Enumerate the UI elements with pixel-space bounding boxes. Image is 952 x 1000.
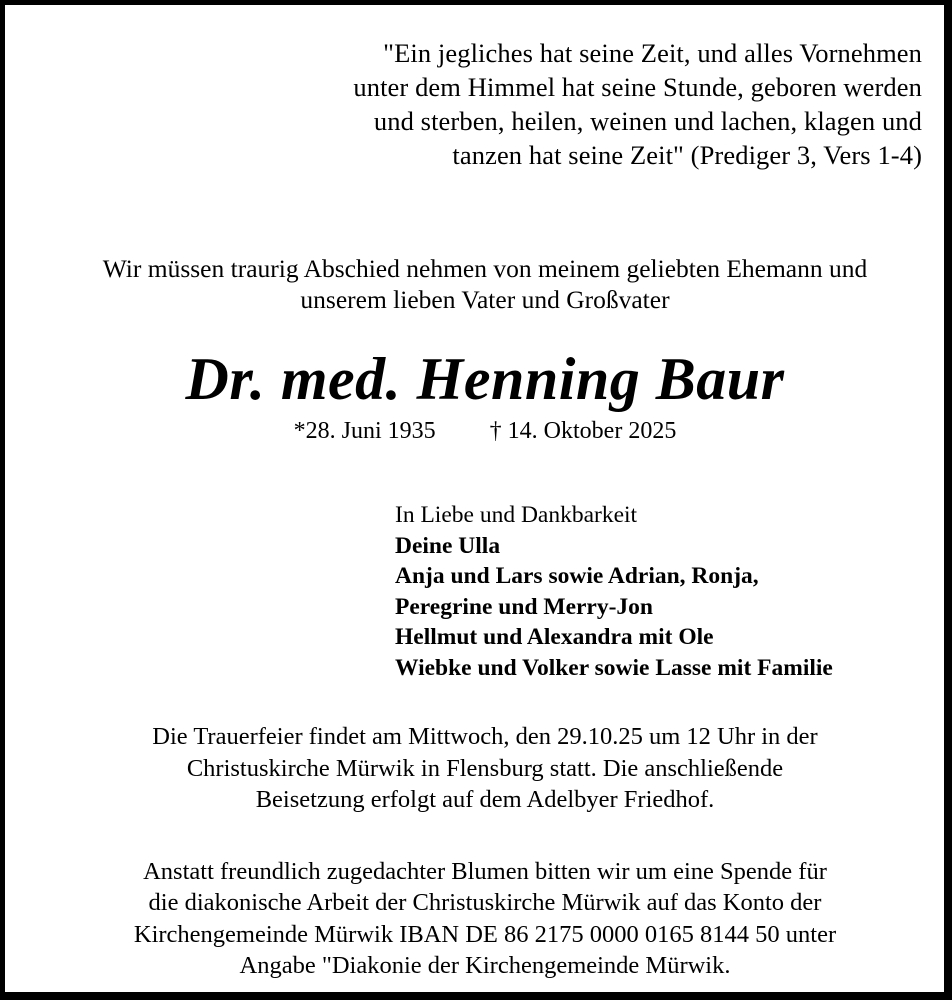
family-name-5: Wiebke und Volker sowie Lasse mit Familie bbox=[395, 654, 833, 681]
service-line-2: Christuskirche Mürwik in Flensburg statt. Die anschließende bbox=[186, 754, 784, 782]
quote-line-1: "Ein jegliches hat seine Zeit, und alles Vornehmen bbox=[383, 38, 922, 68]
birth-date: *28. Juni 1935 bbox=[293, 418, 436, 444]
family-name-4: Hellmut und Alexandra mit Ole bbox=[395, 624, 714, 650]
deceased-dates bbox=[48, 416, 922, 446]
surviving-family-block bbox=[48, 500, 922, 683]
quote-line-2: unter dem Himmel hat seine Stunde, geboren werden bbox=[353, 72, 922, 102]
scripture-quote bbox=[48, 5, 922, 172]
donation-request bbox=[48, 856, 922, 982]
family-name-3: Peregrine und Merry-Jon bbox=[395, 593, 654, 620]
farewell-intro bbox=[48, 253, 922, 315]
donation-line-2: die diakonische Arbeit der Christuskirche Mürwik auf das Konto der bbox=[148, 889, 822, 916]
death-date: † 14. Oktober 2025 bbox=[489, 418, 677, 444]
family-intro-text: In Liebe und Dankbarkeit bbox=[395, 502, 638, 528]
family-name-2: Anja und Lars sowie Adrian, Ronja, bbox=[395, 563, 759, 589]
deceased-block bbox=[48, 346, 922, 446]
service-line-1: Die Trauerfeier findet am Mittwoch, den 29.10.25 um 12 Uhr in der bbox=[152, 723, 818, 750]
funeral-service-details bbox=[48, 721, 922, 816]
donation-line-1: Anstatt freundlich zugedachter Blumen bitten wir um eine Spende für bbox=[143, 857, 827, 885]
quote-line-3: und sterben, heilen, weinen und lachen, klagen und bbox=[373, 106, 922, 136]
quote-line-4: tanzen hat seine Zeit" (Prediger 3, Vers 1-4) bbox=[452, 140, 922, 170]
donation-line-3-iban: Kirchengemeinde Mürwik IBAN DE 86 2175 0000 0165 8144 50 unter bbox=[133, 920, 837, 948]
intro-line-2: unserem lieben Vater und Großvater bbox=[300, 285, 670, 314]
notice-inner bbox=[5, 5, 944, 992]
deceased-name: Dr. med. Henning Baur bbox=[185, 346, 785, 412]
service-line-3: Beisetzung erfolgt auf dem Adelbyer Friedhof. bbox=[255, 786, 715, 813]
family-name-1: Deine Ulla bbox=[395, 532, 501, 559]
intro-line-1: Wir müssen traurig Abschied nehmen von meinem geliebten Ehemann und bbox=[102, 254, 868, 283]
donation-line-4: Angabe "Diakonie der Kirchengemeinde Mürwik. bbox=[239, 952, 731, 979]
